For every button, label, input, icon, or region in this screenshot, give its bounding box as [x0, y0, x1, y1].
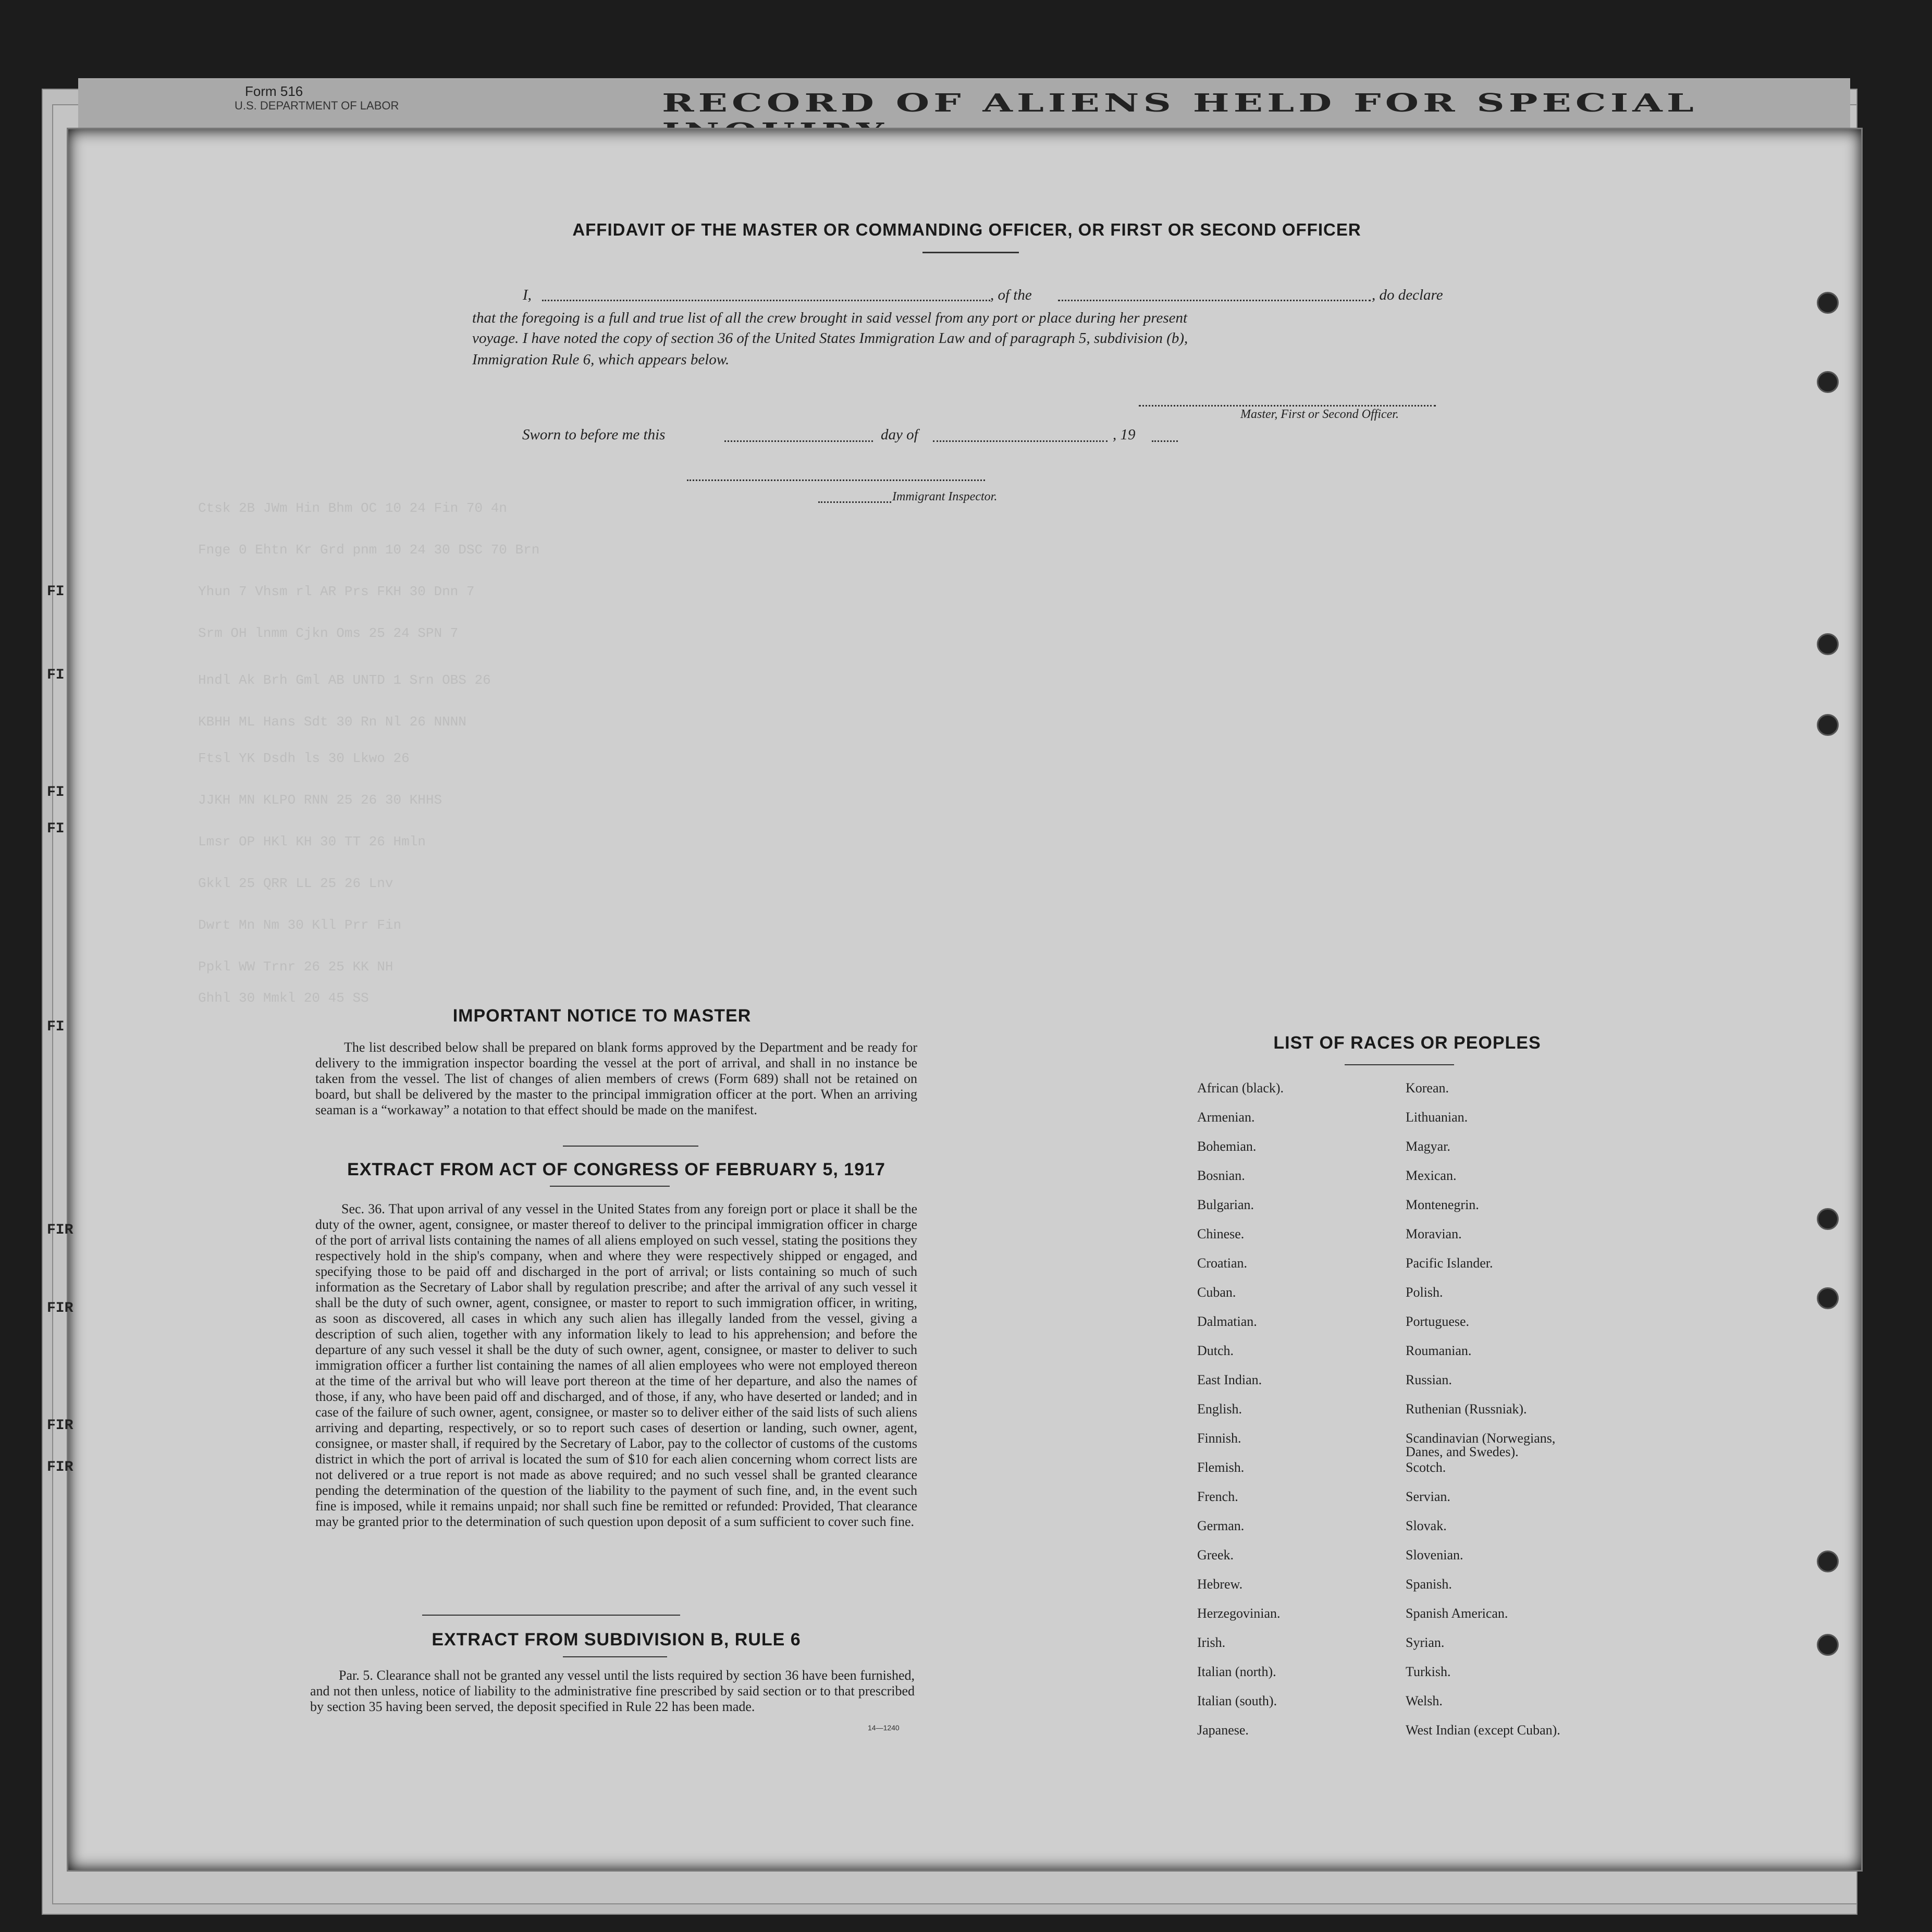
race-item: Moravian. [1406, 1226, 1462, 1241]
race-item: Spanish American. [1406, 1606, 1508, 1621]
congress-rule [550, 1186, 670, 1187]
day-of-label: day of [881, 426, 918, 443]
rule6-text: Par. 5. Clearance shall not be granted any vessel until the lists required by section 36 have been furnished, and not then unless, notice of liability to the administrative fine prescribed by said section or to that prescribed by section 35 having been served, the deposit specified in Rule 22 has been made. [310, 1668, 915, 1714]
master-signature-label: Master, First or Second Officer. [1240, 408, 1399, 421]
margin-mark: FIR [47, 1459, 73, 1475]
race-item: Cuban. [1197, 1285, 1236, 1300]
race-item: Polish. [1406, 1285, 1443, 1300]
margin-mark: FIR [47, 1418, 73, 1434]
race-item: Armenian. [1197, 1110, 1255, 1125]
margin-mark: FI [47, 667, 65, 683]
race-item: Mexican. [1406, 1168, 1457, 1183]
margin-mark: FI [47, 821, 65, 837]
races-title: LIST OF RACES OR PEOPLES [1273, 1033, 1541, 1053]
vessel-name-field[interactable] [1058, 300, 1371, 301]
binder-hole [1817, 292, 1839, 314]
race-item: Russian. [1406, 1372, 1452, 1387]
race-item: West Indian (except Cuban). [1406, 1722, 1560, 1738]
race-item: Croatian. [1197, 1256, 1248, 1271]
race-item: Lithuanian. [1406, 1110, 1468, 1125]
race-item: Dutch. [1197, 1343, 1234, 1358]
master-signature-field[interactable] [1139, 405, 1436, 407]
affidavit-line-2: that the foregoing is a full and true list of all the crew brought in said vessel from any port or place during her present [472, 310, 1188, 326]
race-item: Dalmatian. [1197, 1314, 1257, 1329]
form-number: Form 516 [245, 83, 303, 99]
margin-mark: FI [47, 784, 65, 801]
affidavit-line-4: Immigration Rule 6, which appears below. [472, 351, 730, 368]
inspector-signature-field[interactable] [687, 479, 985, 481]
race-item: Ruthenian (Russniak). [1406, 1401, 1527, 1417]
rule6-title: EXTRACT FROM SUBDIVISION B, RULE 6 [432, 1630, 801, 1650]
year-label: , 19 [1113, 426, 1136, 443]
sworn-day-field[interactable] [724, 440, 873, 442]
races-rule [1345, 1064, 1454, 1065]
binder-hole [1817, 633, 1839, 655]
notice-text: The list described below shall be prepared on blank forms approved by the Department and be ready for delivery to the immigration inspector boarding the vessel at the port of arrival, and shall in no instance be taken from the vessel. The list of changes of alien members of crews (Form 689) shall not be retained on board, but shall be delivered by the master to the principal immigration officer at the port. When an arriving seaman is a “workaway” a notation to that effect should be made on the manifest. [315, 1040, 917, 1117]
race-item: Italian (south). [1197, 1693, 1277, 1708]
notice-title: IMPORTANT NOTICE TO MASTER [452, 1006, 752, 1026]
sworn-year-field[interactable] [1152, 440, 1178, 442]
race-item: Welsh. [1406, 1693, 1443, 1708]
margin-mark: FI [47, 584, 65, 600]
race-item: Bohemian. [1197, 1139, 1257, 1154]
race-item: French. [1197, 1489, 1238, 1504]
race-item: Bulgarian. [1197, 1197, 1254, 1212]
race-item: Portuguese. [1406, 1314, 1470, 1329]
declarant-label: I, [523, 287, 532, 303]
notice-rule [563, 1146, 698, 1147]
affidavit-line-3: voyage. I have noted the copy of section 36 of the United States Immigration Law and of paragraph 5, subdivision (b), [472, 330, 1188, 347]
congress-title: EXTRACT FROM ACT OF CONGRESS OF FEBRUARY 5, 1917 [347, 1160, 885, 1179]
form-print-code: 14—1240 [868, 1724, 900, 1732]
margin-mark: FIR [47, 1300, 73, 1316]
race-item: Turkish. [1406, 1664, 1451, 1679]
do-declare-label: , do declare [1372, 287, 1443, 303]
race-item: Bosnian. [1197, 1168, 1245, 1183]
race-item: Scotch. [1406, 1460, 1446, 1475]
sworn-month-field[interactable] [933, 440, 1107, 442]
race-item: Irish. [1197, 1635, 1226, 1650]
congress-end-rule [422, 1615, 680, 1616]
race-item: Chinese. [1197, 1226, 1245, 1241]
congress-text: Sec. 36. That upon arrival of any vessel in the United States from any foreign port or place it shall be the duty of the owner, agent, consignee, or master thereof to deliver to the principal immigration officer in charge of the port of arrival lists containing the names of all aliens employed on such vessel, stating the positions they respectively hold in the ship's company, when and where they were respectively shipped or engaged, and specifying those to be paid off and discharged in the port of arrival; or lists containing so much of such information as the Secretary of Labor shall by regulation prescribe; and after the arrival of any such vessel it shall be the duty of such owner, agent, consignee, or master to report to such immigration officer, in writing, as soon as discovered, all cases in which any such alien has illegally landed from the vessel, giving a description of such alien, together with any information likely to lead to his apprehension; and before the departure of any such vessel it shall be the duty of such owner, agent, consignee, or master to deliver to such immigration officer a further list containing the names of all alien employees who were not employed thereon at the time of the arrival but who will leave port thereon at the time of her departure, and also the names of those, if any, who have been paid off and discharged, and of those, if any, who have deserted or landed; and in case of the failure of such owner, agent, consignee, or master so to deliver either of the said lists of such aliens arriving and departing, respectively, or so to report such cases of desertion or landing, such owner, agent, consignee, or master shall, if required by the Secretary of Labor, pay to the collector of customs of the customs district in which the port of arrival is located the sum of $10 for each alien concerning whom correct lists are not delivered or a true report is not made as above required; and no such vessel shall be granted clearance pending the determination of the question of the liability to the payment of such fine, and, in the event such fine is imposed, while it remains unpaid; nor shall such fine be remitted or refunded: Provided, That clearance may be granted prior to the determination of such question upon deposit of a sum sufficient to cover such fine. [315, 1201, 917, 1529]
race-item: German. [1197, 1518, 1245, 1533]
race-item: Slovenian. [1406, 1547, 1463, 1562]
race-item: Magyar. [1406, 1139, 1450, 1154]
race-item: Greek. [1197, 1547, 1234, 1562]
race-item: Spanish. [1406, 1577, 1452, 1592]
affidavit-title: AFFIDAVIT OF THE MASTER OR COMMANDING OFFICER, OR FIRST OR SECOND OFFICER [572, 220, 1361, 239]
race-item: African (black). [1197, 1080, 1284, 1096]
race-item: Syrian. [1406, 1635, 1445, 1650]
race-item: Flemish. [1197, 1460, 1245, 1475]
sworn-label: Sworn to before me this [522, 426, 666, 443]
race-item: Roumanian. [1406, 1343, 1472, 1358]
binder-hole [1817, 714, 1839, 736]
race-item: Hebrew. [1197, 1577, 1243, 1592]
inspector-lead-line [818, 501, 891, 503]
race-item: Finnish. [1197, 1431, 1241, 1446]
race-item: Slovak. [1406, 1518, 1447, 1533]
record-title: RECORD OF ALIENS HELD FOR SPECIAL [662, 89, 1698, 118]
race-item: Japanese. [1197, 1722, 1249, 1738]
race-item: Pacific Islander. [1406, 1256, 1493, 1271]
race-item: English. [1197, 1401, 1242, 1417]
margin-mark: FI [47, 1019, 65, 1035]
inspector-label: Immigrant Inspector. [892, 490, 998, 503]
race-item: Montenegrin. [1406, 1197, 1479, 1212]
binder-hole [1817, 1634, 1839, 1656]
race-item: Korean. [1406, 1080, 1449, 1096]
background-form-header [78, 78, 1850, 136]
race-item: East Indian. [1197, 1372, 1262, 1387]
race-item: Scandinavian (Norwegians, Danes, and Swedes). [1406, 1431, 1556, 1459]
rule6-rule [563, 1656, 667, 1657]
binder-hole [1817, 1550, 1839, 1572]
binder-hole [1817, 371, 1839, 393]
binder-hole [1817, 1287, 1839, 1309]
race-item: Italian (north). [1197, 1664, 1276, 1679]
margin-mark: FIR [47, 1222, 73, 1238]
race-item: Herzegovinian. [1197, 1606, 1281, 1621]
declarant-name-field[interactable] [542, 300, 990, 301]
of-the-label: , of the [990, 287, 1032, 303]
binder-hole [1817, 1208, 1839, 1230]
race-item: Servian. [1406, 1489, 1450, 1504]
affidavit-title-rule [922, 252, 1019, 253]
department-name: U.S. DEPARTMENT OF LABOR [235, 99, 399, 112]
